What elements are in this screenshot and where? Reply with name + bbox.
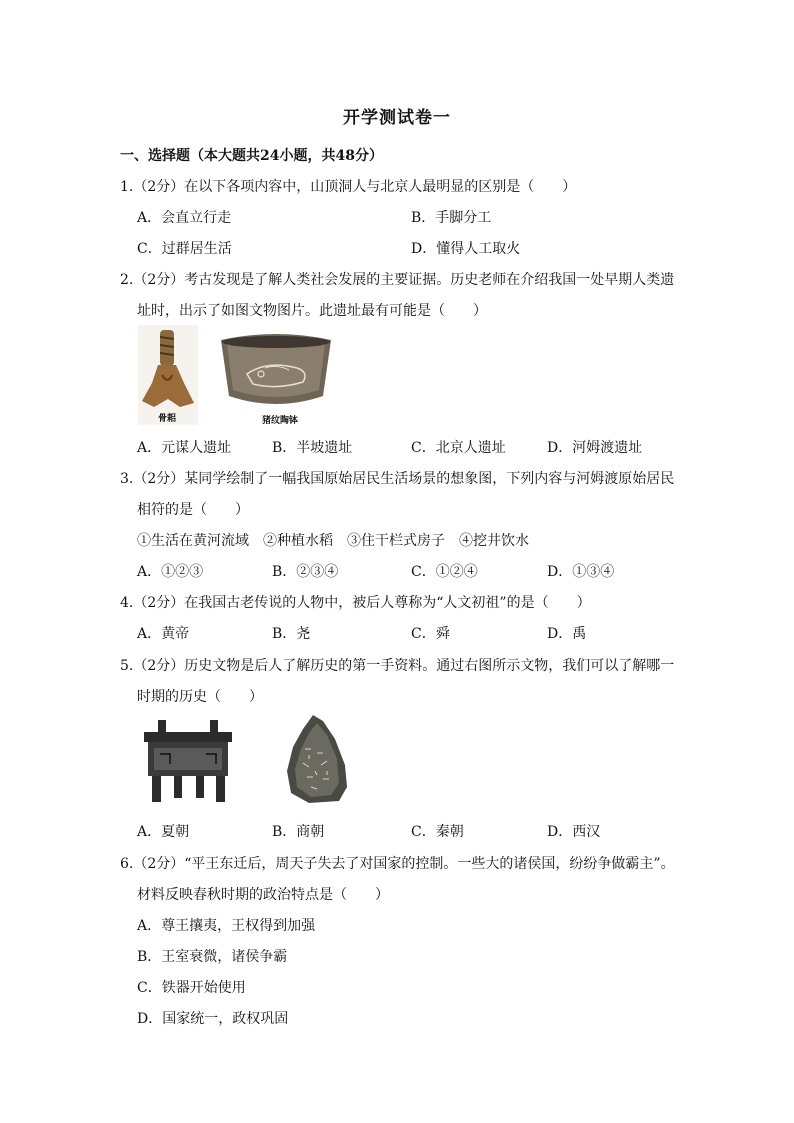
section-heading: 一、选择题（本大题共24小题，共48分） <box>120 148 383 164</box>
question-text: （2分）在以下各项内容中，山顶洞人与北京人最明显的区别是（ ） <box>133 179 577 195</box>
question-6 <box>120 853 675 873</box>
option-c[interactable]: C．北京人遗址 <box>411 440 506 456</box>
option-b[interactable]: B．半坡遗址 <box>272 440 353 456</box>
image-caption: 骨耜 <box>158 414 177 424</box>
option-d[interactable]: D．国家统一，政权巩固 <box>137 1011 289 1027</box>
option-d[interactable]: D．河姆渡遗址 <box>547 440 643 456</box>
option-c[interactable]: C．①②④ <box>411 564 478 580</box>
question-5 <box>120 655 674 675</box>
question-text-continued: 材料反映春秋时期的政治特点是（ ） <box>137 887 389 903</box>
question-number: 5. <box>120 658 134 674</box>
option-b[interactable]: B．手脚分工 <box>411 210 492 226</box>
option-b[interactable]: B．商朝 <box>272 824 325 840</box>
question-1 <box>120 176 576 196</box>
question-text: （2分）考古发现是了解人类社会发展的主要证据。历史老师在介绍我国一处早期人类遗 <box>133 272 675 288</box>
statement-list: ①生活在黄河流域 ②种植水稻 ③住干栏式房子 ④挖井饮水 <box>137 533 529 549</box>
bronze-ding-image <box>140 718 236 804</box>
question-text: （2分）某同学绘制了一幅我国原始居民生活场景的想象图，下列内容与河姆渡原始居民 <box>133 471 675 487</box>
option-a[interactable]: A．会直立行走 <box>137 210 232 226</box>
question-text-continued: 相符的是（ ） <box>137 502 249 518</box>
question-number: 1. <box>120 179 134 195</box>
bone-spade-image <box>138 325 198 425</box>
question-number: 6. <box>120 856 134 872</box>
question-2 <box>120 269 674 289</box>
image-caption: 猪纹陶钵 <box>262 416 299 426</box>
question-text: （2分）在我国古老传说的人物中，被后人尊称为“人文初祖”的是（ ） <box>133 595 591 611</box>
option-b[interactable]: B．王室衰微，诸侯争霸 <box>137 949 288 965</box>
option-a[interactable]: A．①②③ <box>137 564 204 580</box>
option-d[interactable]: D．禹 <box>547 626 587 642</box>
question-4 <box>120 592 591 612</box>
page-title: 开学测试卷一 <box>343 108 451 128</box>
option-b[interactable]: B．②③④ <box>272 564 339 580</box>
option-d[interactable]: D．西汉 <box>547 824 601 840</box>
option-a[interactable]: A．尊王攘夷，王权得到加强 <box>137 918 316 934</box>
question-text-continued: 时期的历史（ ） <box>137 689 263 705</box>
option-a[interactable]: A．夏朝 <box>137 824 190 840</box>
question-number: 4. <box>120 595 134 611</box>
option-c[interactable]: C．过群居生活 <box>137 241 232 257</box>
question-3 <box>120 468 674 488</box>
question-number: 2. <box>120 272 134 288</box>
option-c[interactable]: C．舜 <box>411 626 450 642</box>
question-text-continued: 址时，出示了如图文物图片。此遗址最有可能是（ ） <box>137 303 487 319</box>
option-b[interactable]: B．尧 <box>272 626 311 642</box>
option-d[interactable]: D．懂得人工取火 <box>411 241 521 257</box>
option-c[interactable]: C．铁器开始使用 <box>137 980 246 996</box>
question-number: 3. <box>120 471 134 487</box>
option-a[interactable]: A．元谋人遗址 <box>137 440 232 456</box>
question-text: （2分）“平王东迁后，周天子失去了对国家的控制。一些大的诸侯国，纷纷争做霸主”。 <box>133 856 675 872</box>
oracle-bone-image <box>283 713 353 805</box>
option-d[interactable]: D．①③④ <box>547 564 615 580</box>
pottery-bowl-image <box>217 330 335 412</box>
option-a[interactable]: A．黄帝 <box>137 626 190 642</box>
option-c[interactable]: C．秦朝 <box>411 824 464 840</box>
question-text: （2分）历史文物是后人了解历史的第一手资料。通过右图所示文物，我们可以了解哪一 <box>133 658 675 674</box>
